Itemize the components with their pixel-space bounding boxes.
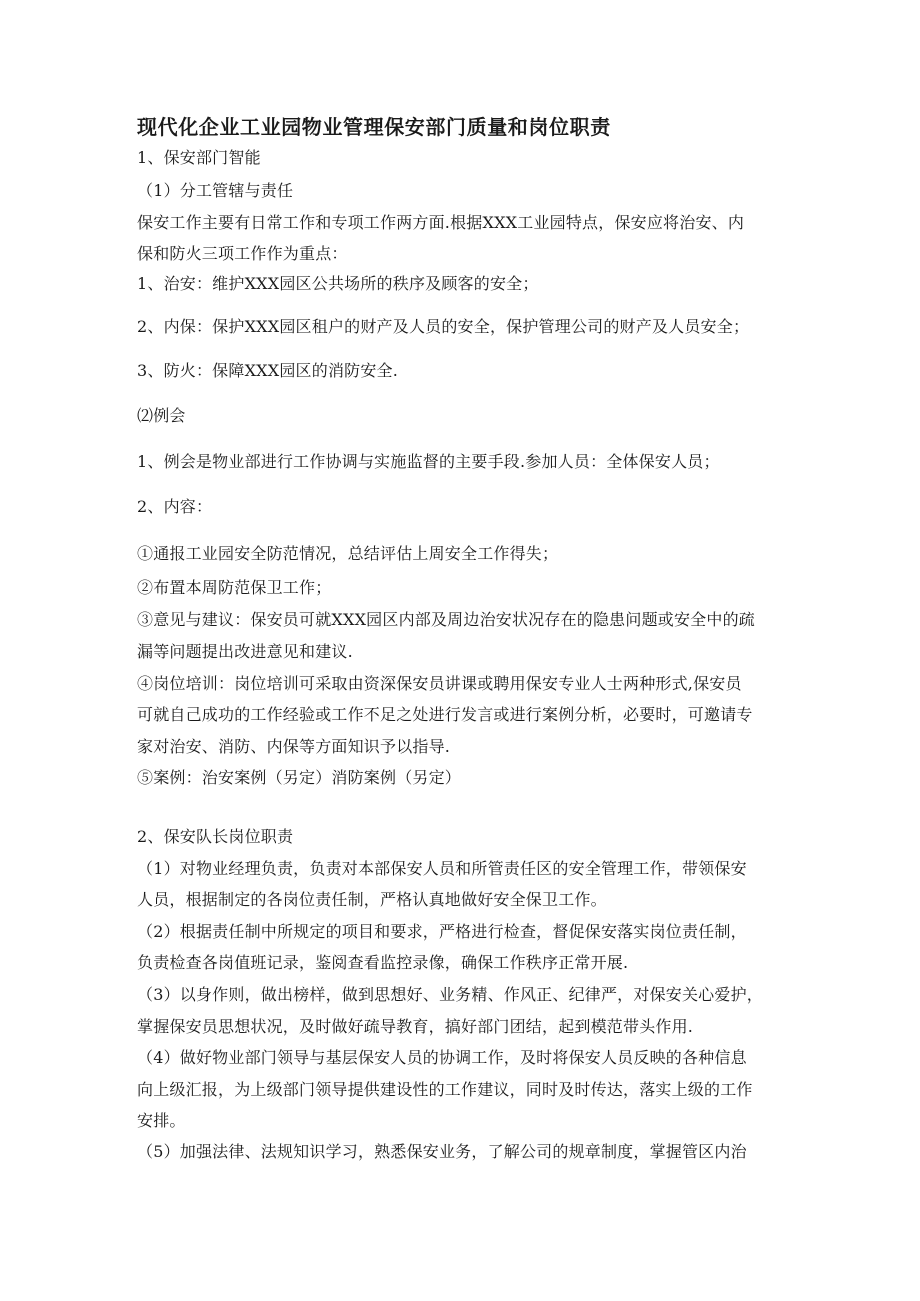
list-item: （4）做好物业部门领导与基层保安人员的协调工作，及时将保安人员反映的各种信息 <box>137 1048 747 1067</box>
list-item: 2、内容： <box>137 497 213 516</box>
list-item: 2、内保：保护XXX园区租户的财产及人员的安全，保护管理公司的财产及人员安全； <box>137 317 750 336</box>
list-item: ②布置本周防范保卫工作； <box>137 578 332 597</box>
paragraph-line: 漏等问题提出改进意见和建议. <box>137 642 353 661</box>
paragraph-line: 家对治安、消防、内保等方面知识予以指导. <box>137 737 451 756</box>
list-item: （2）根据责任制中所规定的项目和要求，严格进行检查，督促保安落实岗位责任制， <box>137 922 747 941</box>
subsection-heading: （1）分工管辖与责任 <box>137 181 294 200</box>
list-item: （5）加强法律、法规知识学习，熟悉保安业务，了解公司的规章制度，掌握管区内治 <box>137 1142 747 1161</box>
paragraph-line: 负责检查各岗值班记录，鉴阅查看监控录像，确保工作秩序正常开展. <box>137 953 629 972</box>
paragraph-line: 向上级汇报，为上级部门领导提供建设性的工作建议，同时及时传达，落实上级的工作 <box>137 1080 753 1099</box>
page-title: 现代化企业工业园物业管理保安部门质量和岗位职责 <box>137 115 611 139</box>
subsection-heading: ⑵例会 <box>137 406 186 425</box>
paragraph-line: 保和防火三项工作作为重点： <box>137 244 348 263</box>
list-item: ①通报工业园安全防范情况，总结评估上周安全工作得失； <box>137 544 559 563</box>
list-item: （3）以身作则，做出榜样，做到思想好、业务精、作风正、纪律严，对保安关心爱护， <box>137 985 763 1004</box>
list-item: ③意见与建议：保安员可就XXX园区内部及周边治安状况存在的隐患问题或安全中的疏 <box>137 610 755 629</box>
list-item: 1、例会是物业部进行工作协调与实施监督的主要手段.参加人员：全体保安人员； <box>137 452 720 471</box>
paragraph-line: 保安工作主要有日常工作和专项工作两方面.根据XXX工业园特点，保安应将治安、内 <box>137 213 745 232</box>
list-item: （1）对物业经理负责，负责对本部保安人员和所管责任区的安全管理工作，带领保安 <box>137 859 747 878</box>
list-item: 1、治安：维护XXX园区公共场所的秩序及顾客的安全； <box>137 274 539 293</box>
paragraph-line: 人员，根据制定的各岗位责任制，严格认真地做好安全保卫工作。 <box>137 890 607 909</box>
section-heading: 2、保安队长岗位职责 <box>137 827 294 846</box>
list-item: ④岗位培训：岗位培训可采取由资深保安员讲课或聘用保安专业人士两种形式,保安员 <box>137 674 742 693</box>
paragraph-line: 可就自己成功的工作经验或工作不足之处进行发言或进行案例分析，必要时，可邀请专 <box>137 705 753 724</box>
list-item: ⑤案例：治安案例（另定）消防案例（另定） <box>137 768 462 787</box>
section-heading: 1、保安部门智能 <box>137 148 261 167</box>
paragraph-line: 掌握保安员思想状况，及时做好疏导教育，搞好部门团结，起到模范带头作用. <box>137 1017 694 1036</box>
list-item: 3、防火：保障XXX园区的消防安全. <box>137 361 399 380</box>
paragraph-line: 安排。 <box>137 1111 186 1130</box>
